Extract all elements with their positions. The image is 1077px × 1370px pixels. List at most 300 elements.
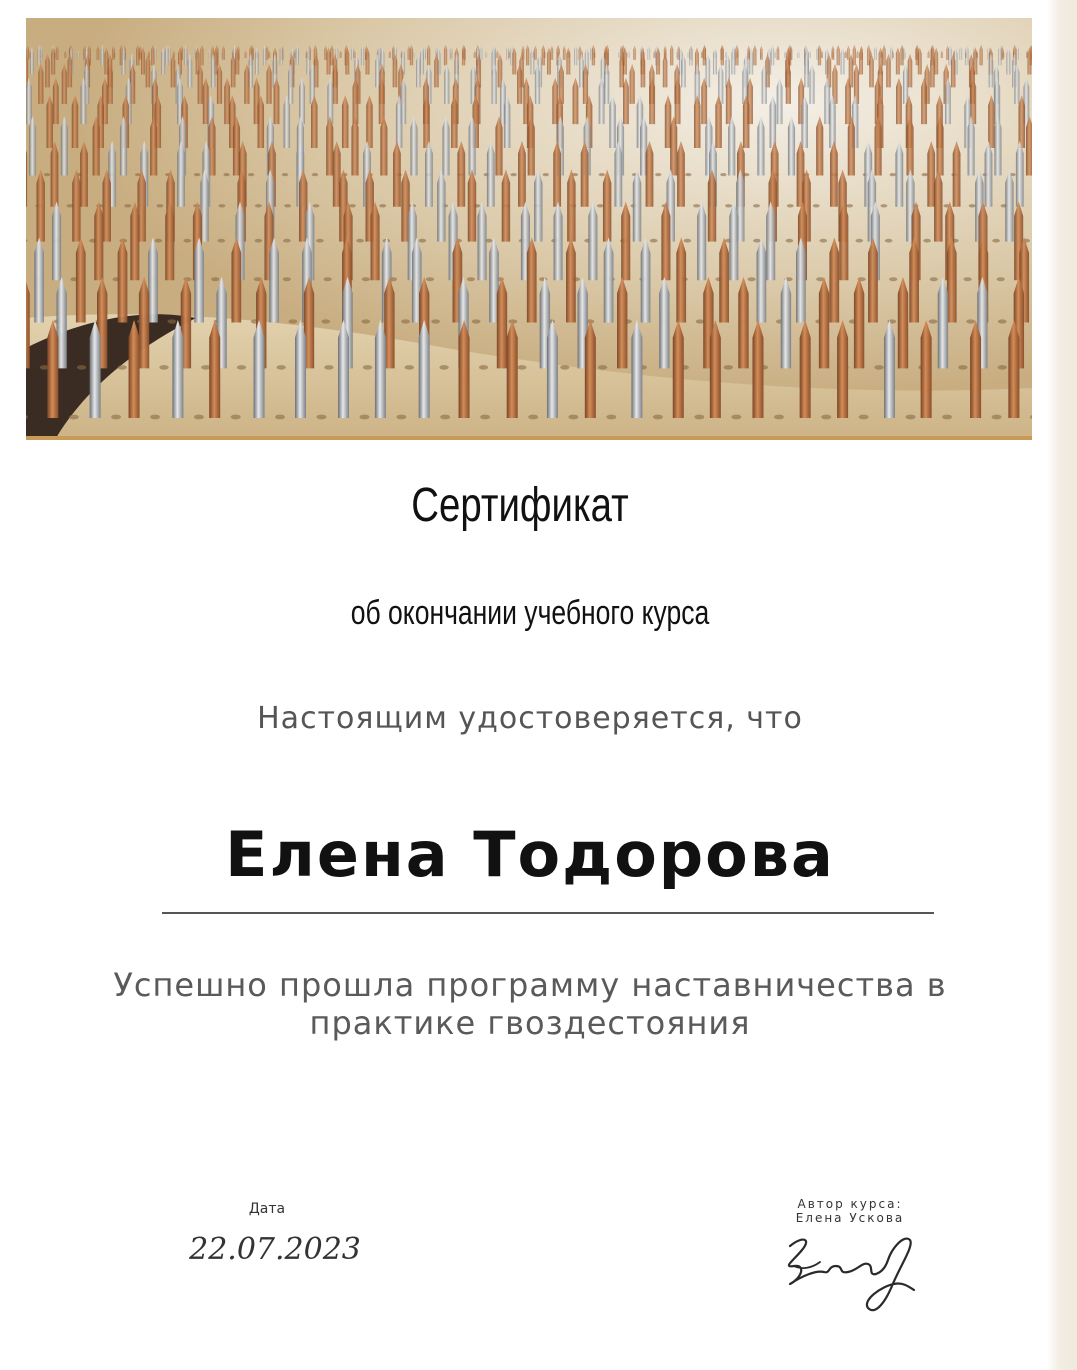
board-hole [467, 277, 475, 281]
silver-nail [801, 95, 808, 148]
nails-board-photo [26, 18, 1032, 438]
copper-nail [1018, 95, 1025, 148]
copper-nail [603, 169, 611, 241]
board-hole [992, 415, 1002, 420]
silver-nail [375, 320, 386, 418]
copper-nail [837, 320, 848, 418]
silver-nail [534, 169, 542, 241]
silver-nail [90, 320, 101, 418]
copper-nail [507, 320, 518, 418]
board-hole [655, 173, 661, 176]
board-hole [218, 204, 225, 207]
header-divider-line [26, 436, 1032, 440]
board-hole [312, 173, 318, 176]
board-hole [324, 277, 332, 281]
silver-nail [425, 141, 433, 207]
copper-nail [708, 169, 716, 241]
board-hole [321, 319, 330, 323]
copper-nail [1026, 116, 1032, 175]
board-hole [653, 415, 663, 420]
copper-nail [800, 320, 811, 418]
date-label: Дата [248, 1201, 286, 1217]
board-hole [316, 239, 324, 243]
silver-nail [728, 116, 735, 175]
copper-nail [677, 141, 685, 207]
board-hole [362, 277, 370, 281]
copper-nail [573, 78, 579, 125]
copper-nail [468, 169, 476, 241]
certificate-title: Сертификат [411, 479, 629, 532]
copper-nail [553, 141, 561, 207]
board-hole [539, 277, 547, 281]
board-hole [693, 204, 700, 207]
date-value: 22.07.2023 [189, 1232, 361, 1267]
silver-nail [895, 141, 903, 207]
board-hole [379, 204, 386, 207]
copper-nail [502, 169, 510, 241]
copper-nail [62, 64, 67, 104]
copper-nail [921, 78, 927, 125]
copper-nail [839, 202, 848, 281]
copper-nail [585, 320, 596, 418]
copper-nail [868, 237, 878, 322]
board-hole [597, 204, 604, 207]
copper-nail [676, 237, 686, 322]
board-hole [964, 277, 972, 281]
board-hole [774, 415, 784, 420]
board-hole [598, 365, 607, 370]
board-hole [155, 239, 163, 243]
board-hole [958, 365, 967, 370]
copper-nail [617, 277, 627, 369]
board-hole [211, 277, 219, 281]
board-hole [846, 204, 853, 207]
silver-nail [269, 237, 279, 322]
silver-nail [938, 277, 948, 369]
board-hole [183, 277, 191, 281]
board-hole [517, 365, 526, 370]
board-hole [720, 173, 726, 176]
copper-nail [150, 116, 157, 175]
board-hole [159, 365, 168, 370]
board-hole [748, 277, 756, 281]
copper-nail [970, 320, 981, 418]
board-hole [289, 319, 298, 323]
board-hole [284, 204, 291, 207]
board-hole [201, 365, 210, 370]
silver-nail [148, 237, 158, 322]
certificate-description [0, 966, 1060, 1042]
copper-nail [715, 95, 722, 148]
board-hole [349, 204, 356, 207]
copper-nail [934, 169, 942, 241]
copper-nail [936, 116, 943, 175]
copper-nail [527, 237, 537, 322]
board-hole [685, 173, 691, 176]
silver-nail [697, 202, 706, 281]
copper-nail [497, 277, 507, 369]
copper-nail [816, 116, 823, 175]
board-hole [906, 415, 916, 420]
copper-nail [649, 78, 655, 125]
silver-nail [604, 64, 609, 104]
silver-nail [631, 320, 642, 418]
board-hole [396, 415, 406, 420]
copper-nail [752, 320, 763, 418]
copper-nail [457, 141, 465, 207]
copper-nail [366, 95, 373, 148]
board-hole [439, 365, 448, 370]
board-hole [275, 415, 285, 420]
copper-nail [118, 237, 128, 322]
copper-nail [326, 116, 333, 175]
board-hole [942, 415, 952, 420]
copper-nail [76, 237, 86, 322]
board-hole [356, 239, 364, 243]
silver-nail [338, 320, 349, 418]
silver-nail [194, 237, 204, 322]
name-underline [162, 912, 934, 914]
copper-nail [451, 95, 458, 148]
silver-nail [295, 320, 306, 418]
copper-nail [819, 277, 829, 369]
board-hole [813, 204, 820, 207]
board-hole [472, 319, 481, 323]
silver-nail [884, 320, 895, 418]
copper-nail [988, 95, 995, 148]
board-hole [922, 173, 928, 176]
board-hole [859, 415, 869, 420]
board-hole [156, 204, 163, 207]
board-hole [820, 239, 828, 243]
silver-nail [284, 95, 291, 148]
silver-nail [614, 141, 622, 207]
board-hole [426, 277, 434, 281]
silver-nail [29, 116, 36, 175]
board-hole [786, 239, 794, 243]
author-label-line-2: Елена Ускова [795, 1211, 905, 1225]
silver-nail [729, 202, 738, 281]
silver-nail [34, 237, 44, 322]
silver-nail [766, 202, 775, 281]
board-hole [324, 365, 333, 370]
board-hole [998, 319, 1007, 323]
copper-nail [710, 320, 721, 418]
board-hole [44, 173, 50, 176]
copper-nail [371, 202, 380, 281]
silver-nail [945, 78, 951, 125]
certificate-subtitle: об окончании учебного курса [350, 594, 710, 632]
silver-nail [535, 64, 540, 104]
silver-nail [1016, 141, 1024, 207]
silver-nail [469, 116, 476, 175]
silver-nail [609, 95, 616, 148]
copper-nail [274, 78, 280, 125]
copper-nail [583, 64, 588, 104]
copper-nail [875, 116, 882, 175]
board-hole [684, 239, 692, 243]
copper-nail [423, 95, 430, 148]
board-hole [194, 173, 200, 176]
copper-nail [518, 141, 526, 207]
author-label [770, 1197, 930, 1225]
board-hole [787, 204, 794, 207]
copper-nail [921, 320, 932, 418]
copper-nail [46, 95, 53, 148]
copper-nail [701, 78, 707, 125]
copper-nail [37, 169, 45, 241]
copper-nail [726, 78, 732, 125]
copper-nail [129, 320, 140, 418]
board-hole [237, 365, 246, 370]
board-hole [313, 204, 320, 207]
copper-nail [907, 116, 914, 175]
copper-nail [581, 141, 589, 207]
silver-nail [120, 116, 127, 175]
copper-nail [72, 169, 80, 241]
board-hole [317, 415, 327, 420]
copper-nail [342, 95, 349, 148]
copper-nail [517, 64, 522, 104]
copper-nail [258, 95, 265, 148]
copper-nail [953, 141, 961, 207]
board-hole [992, 239, 1000, 243]
board-hole [923, 239, 931, 243]
recipient-name: Елена Тодорова [225, 818, 835, 891]
copper-nail [848, 116, 855, 175]
silver-nail [903, 64, 908, 104]
silver-nail [299, 78, 305, 125]
author-label-line-1: Автор курса: [797, 1197, 903, 1211]
board-hole [255, 239, 263, 243]
silver-nail [1005, 169, 1013, 241]
silver-nail [492, 64, 497, 104]
silver-nail [172, 320, 183, 418]
board-hole [856, 239, 864, 243]
board-hole [184, 239, 192, 243]
silver-nail [757, 237, 767, 322]
copper-nail [266, 64, 271, 104]
board-hole [997, 277, 1005, 281]
board-hole [731, 415, 741, 420]
silver-nail [547, 320, 558, 418]
copper-nail [351, 116, 358, 175]
copper-nail [947, 237, 957, 322]
board-hole [363, 365, 372, 370]
copper-nail [829, 237, 839, 322]
board-hole [753, 204, 760, 207]
board-hole [117, 365, 126, 370]
silver-nail [26, 78, 32, 125]
silver-nail [478, 202, 487, 281]
silver-nail [396, 95, 403, 148]
board-hole [599, 173, 605, 176]
copper-nail [165, 202, 174, 281]
board-hole [821, 415, 831, 420]
copper-nail [630, 64, 635, 104]
board-hole [248, 173, 254, 176]
silver-nail [444, 64, 449, 104]
silver-nail [177, 141, 185, 207]
silver-nail [52, 202, 61, 281]
silver-nail [442, 116, 449, 175]
copper-nail [738, 277, 748, 369]
silver-nail [81, 78, 87, 125]
board-hole [440, 415, 450, 420]
silver-nail [487, 141, 495, 207]
silver-nail [633, 169, 641, 241]
copper-nail [909, 237, 919, 322]
copper-nail [231, 237, 241, 322]
board-hole [480, 415, 490, 420]
copper-nail [719, 237, 729, 322]
silver-nail [599, 78, 605, 125]
copper-nail [198, 64, 203, 104]
board-hole [874, 365, 883, 370]
header-photo-nails [26, 18, 1032, 438]
board-hole [929, 319, 938, 323]
copper-nail [94, 202, 103, 281]
handwritten-signature [772, 1226, 932, 1316]
copper-nail [108, 64, 113, 104]
board-hole [479, 365, 488, 370]
board-hole [419, 239, 427, 243]
board-hole [361, 319, 370, 323]
board-hole [283, 239, 291, 243]
silver-nail [641, 237, 651, 322]
copper-nail [675, 78, 681, 125]
board-hole [255, 204, 262, 207]
page-edge-shadow [1047, 0, 1077, 1370]
board-hole [725, 204, 732, 207]
board-hole [998, 365, 1007, 370]
board-hole [167, 319, 176, 323]
silver-nail [757, 116, 764, 175]
silver-nail [788, 116, 795, 175]
copper-nail [623, 78, 629, 125]
silver-nail [796, 237, 806, 322]
description-line-1: Успешно прошла программу наставничества в [113, 966, 947, 1004]
silver-nail [829, 95, 836, 148]
copper-nail [103, 169, 111, 241]
board-hole [889, 277, 897, 281]
copper-nail [47, 320, 58, 418]
copper-nail [1008, 320, 1019, 418]
copper-nail [53, 78, 59, 125]
board-hole [111, 415, 121, 420]
board-hole [966, 319, 975, 323]
board-hole [880, 204, 887, 207]
board-hole [194, 415, 204, 420]
copper-nail [898, 277, 908, 369]
copper-nail [209, 320, 220, 418]
description-line-2: практике гвоздестояния [309, 1004, 751, 1042]
copper-nail [845, 78, 851, 125]
board-hole [401, 319, 410, 323]
silver-nail [777, 78, 783, 125]
silver-nail [437, 169, 445, 241]
board-hole [885, 239, 893, 243]
board-hole [930, 277, 938, 281]
board-hole [283, 277, 291, 281]
copper-nail [567, 169, 575, 241]
copper-nail [380, 116, 387, 175]
silver-nail [604, 237, 614, 322]
board-hole [69, 415, 79, 420]
copper-nail [896, 78, 902, 125]
copper-nail [51, 141, 59, 207]
board-hole [282, 173, 288, 176]
board-hole [218, 239, 226, 243]
silver-nail [419, 320, 430, 418]
copper-nail [786, 64, 791, 104]
board-hole [405, 365, 414, 370]
silver-nail [254, 320, 265, 418]
board-hole [510, 173, 516, 176]
copper-nail [139, 277, 149, 369]
copper-nail [72, 95, 79, 148]
board-hole [360, 415, 370, 420]
board-hole [543, 173, 549, 176]
copper-nail [621, 202, 630, 281]
board-hole [724, 365, 733, 370]
copper-nail [927, 141, 935, 207]
copper-nail [311, 95, 318, 148]
silver-nail [781, 277, 791, 369]
copper-nail [353, 78, 359, 125]
copper-nail [217, 64, 222, 104]
silver-nail [809, 64, 814, 104]
board-hole [568, 415, 578, 420]
copper-nail [743, 95, 750, 148]
silver-nail [968, 116, 975, 175]
silver-nail [994, 116, 1001, 175]
silver-nail [327, 78, 333, 125]
silver-nail [410, 116, 417, 175]
copper-nail [393, 141, 401, 207]
copper-nail [854, 277, 864, 369]
copper-nail [80, 141, 88, 207]
board-hole [124, 204, 131, 207]
board-hole [753, 239, 761, 243]
board-hole [696, 319, 705, 323]
copper-nail [673, 320, 684, 418]
copper-nail [93, 116, 100, 175]
board-hole [277, 365, 286, 370]
board-hole [528, 415, 538, 420]
copper-nail [528, 116, 535, 175]
silver-nail [1014, 64, 1019, 104]
board-hole [969, 204, 976, 207]
silver-nail [659, 277, 669, 369]
copper-nail [566, 237, 576, 322]
copper-nail [38, 64, 43, 104]
board-hole [77, 365, 86, 370]
copper-nail [244, 64, 249, 104]
board-hole [890, 173, 896, 176]
copper-nail [830, 141, 838, 207]
silver-nail [554, 202, 563, 281]
silver-nail [762, 64, 767, 104]
silver-nail [504, 95, 511, 148]
board-hole [560, 365, 569, 370]
copper-nail [670, 116, 677, 175]
board-hole [606, 415, 616, 420]
board-hole [223, 173, 229, 176]
board-hole [150, 415, 160, 420]
copper-nail [130, 202, 139, 281]
copper-nail [333, 64, 338, 104]
